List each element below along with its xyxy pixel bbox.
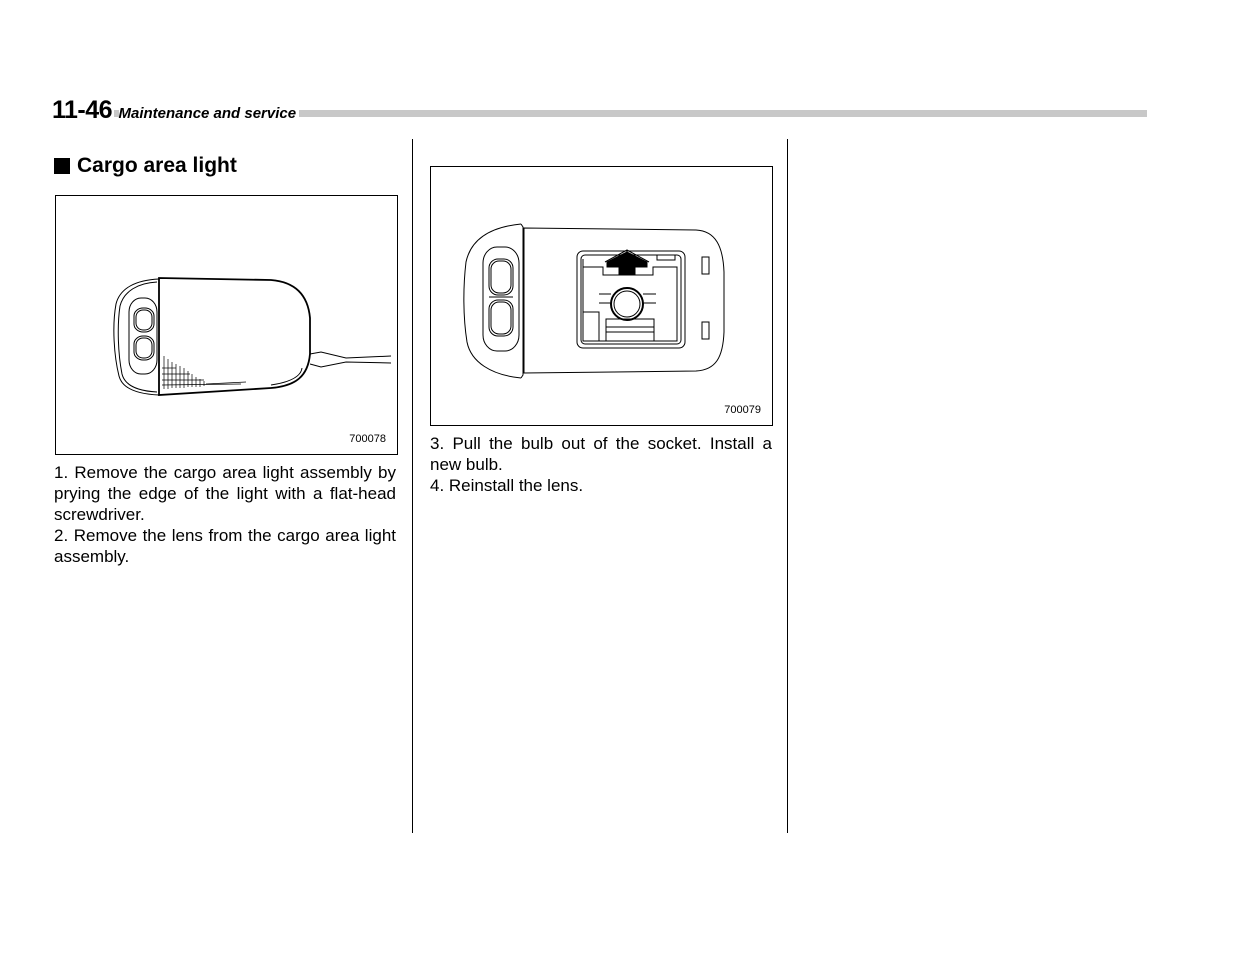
cargo-light-bulb-socket-illustration (431, 167, 772, 425)
section-heading (54, 154, 237, 178)
instructions-column-2 (430, 433, 772, 496)
column-divider (787, 139, 788, 833)
chapter-title: Maintenance and service (119, 105, 300, 122)
step-3: 3. Pull the bulb out of the socket. Install a new bulb. (430, 434, 772, 474)
page-number: 11-46 (52, 96, 113, 124)
page-header (52, 96, 299, 126)
column-divider (412, 139, 413, 833)
filled-square-bullet-icon (54, 158, 70, 174)
cargo-light-screwdriver-illustration (56, 196, 397, 454)
figure-id: 700078 (349, 433, 386, 445)
figure-id: 700079 (724, 404, 761, 416)
instructions-column-1 (54, 462, 396, 567)
figure-bulb-socket (430, 166, 773, 426)
section-title: Cargo area light (77, 154, 237, 177)
step-4: 4. Reinstall the lens. (430, 476, 584, 495)
figure-remove-light-assembly (55, 195, 398, 455)
step-2: 2. Remove the lens from the cargo area light assembly. (54, 526, 396, 566)
step-1: 1. Remove the cargo area light assembly by prying the edge of the light with a flat-head screwdriver. (54, 463, 396, 524)
